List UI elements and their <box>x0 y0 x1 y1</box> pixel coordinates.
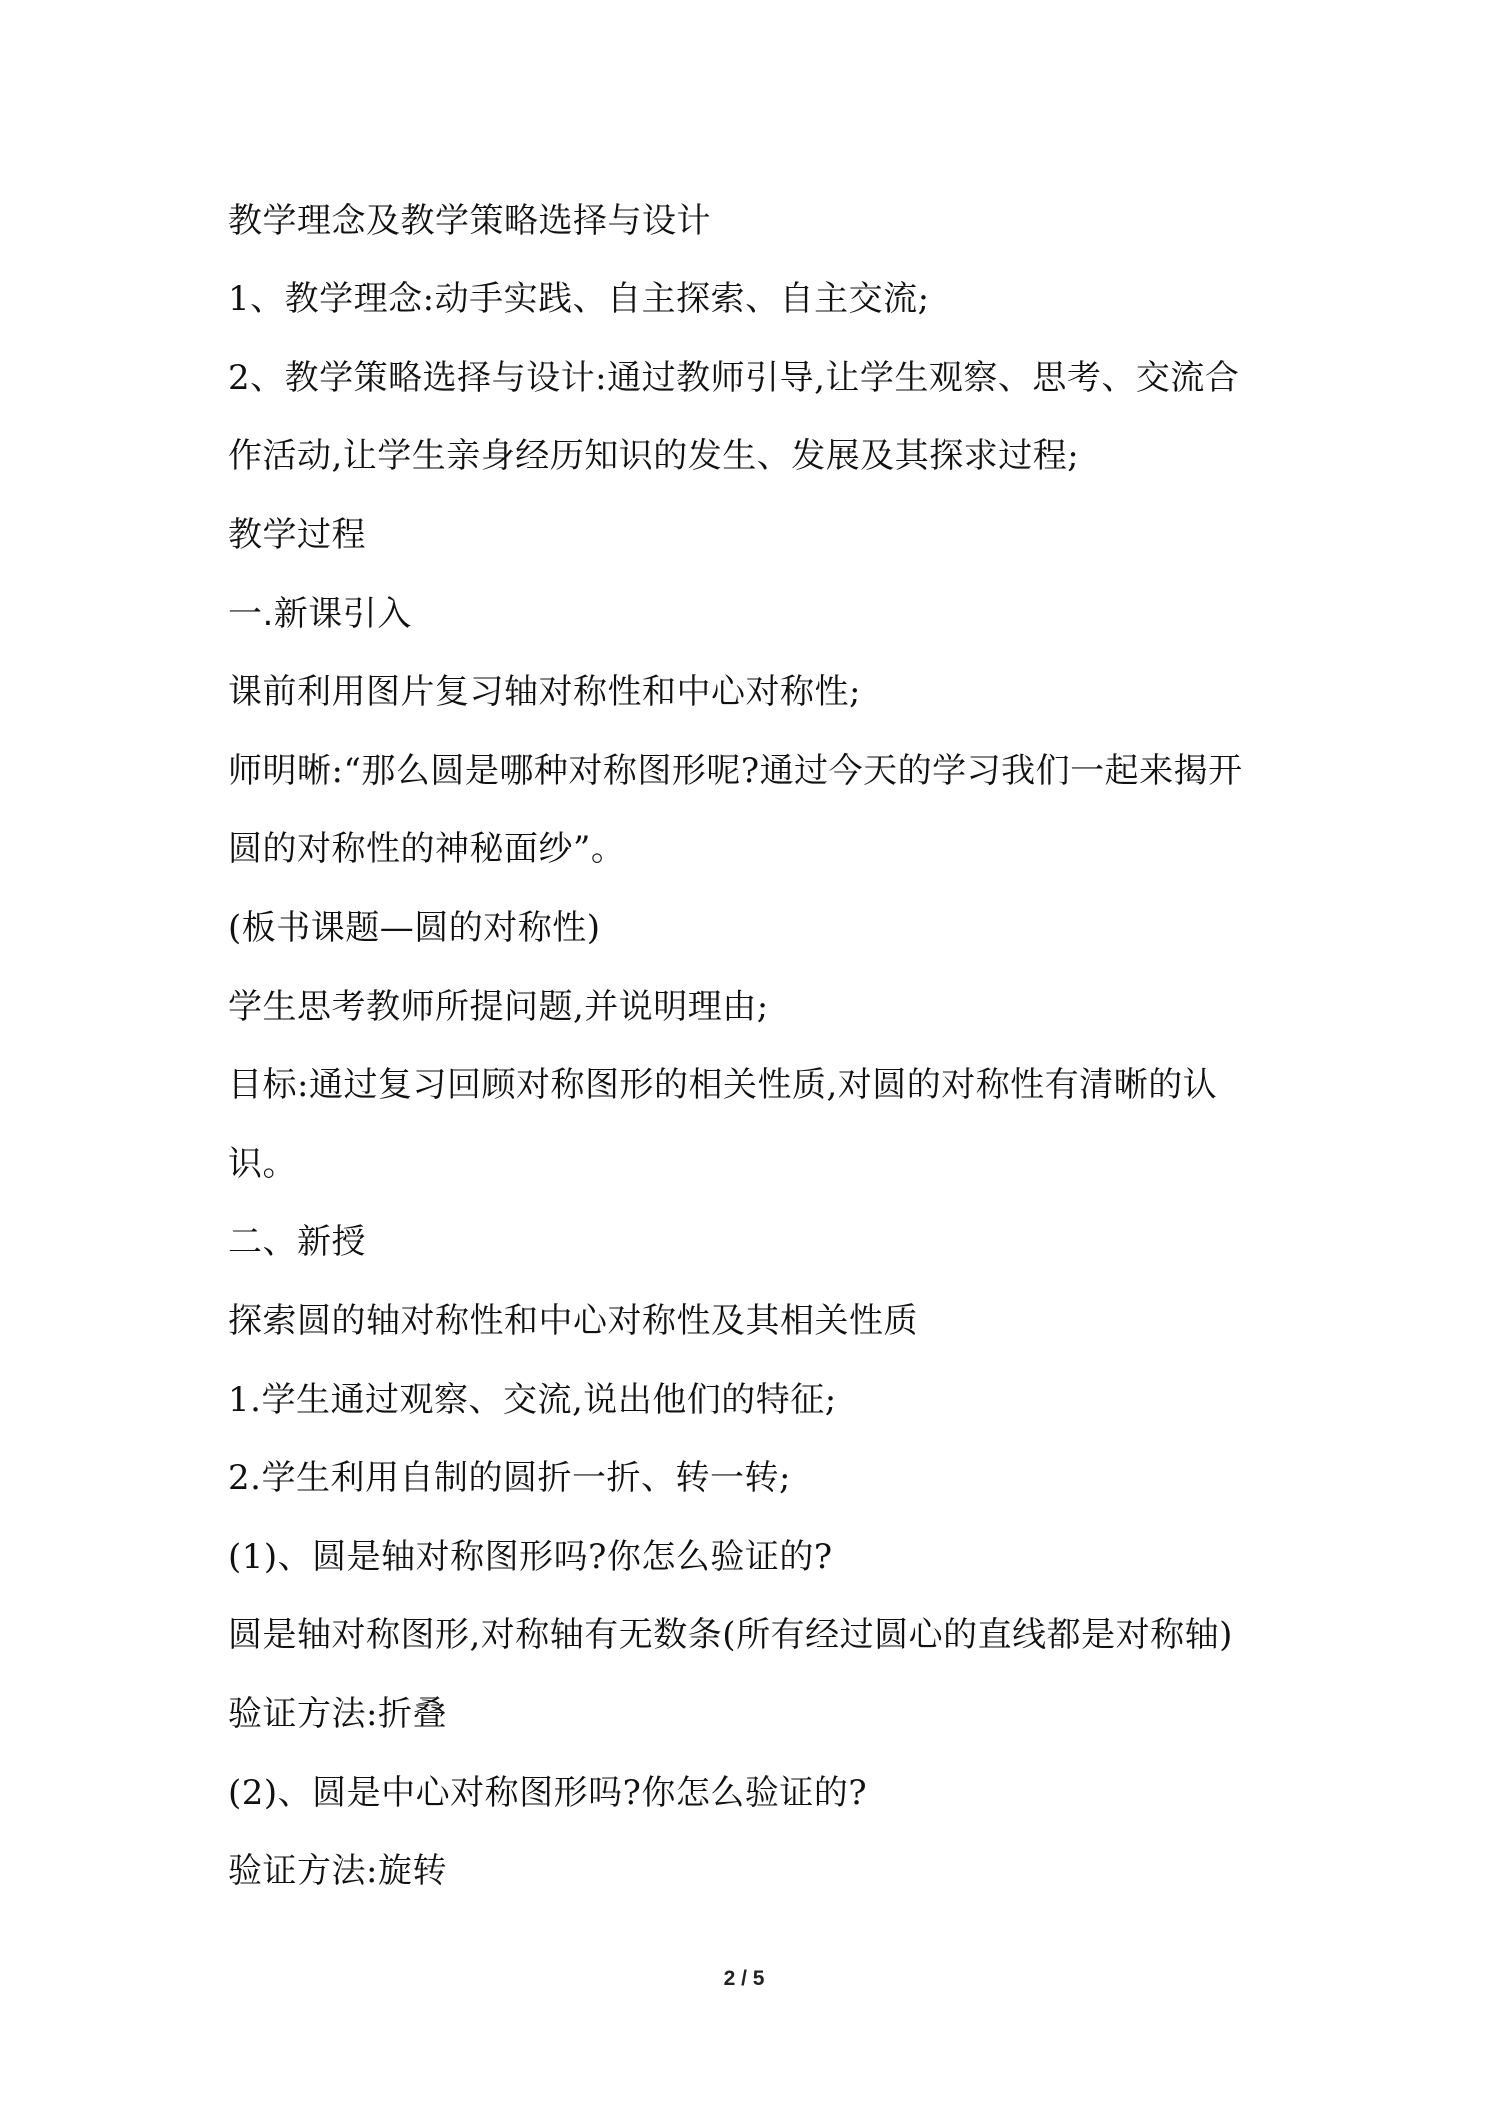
text-line: 圆的对称性的神秘面纱”。 <box>228 829 626 869</box>
text-line: (1)、圆是轴对称图形吗?你怎么验证的? <box>228 1537 833 1577</box>
text-line: 验证方法:旋转 <box>228 1851 447 1891</box>
text-line: 目标:通过复习回顾对称图形的相关性质,对圆的对称性有清晰的认 <box>228 1065 1218 1105</box>
text-line: 2、教学策略选择与设计:通过教师引导,让学生观察、思考、交流合 <box>228 358 1240 398</box>
text-line: 识。 <box>228 1144 297 1184</box>
text-line: 1.学生通过观察、交流,说出他们的特征; <box>228 1380 837 1420</box>
text-line: 2.学生利用自制的圆折一折、转一转; <box>228 1458 791 1498</box>
text-line: 1、教学理念:动手实践、自主探索、自主交流; <box>228 279 930 319</box>
page-number: 2 / 5 <box>723 1967 765 1990</box>
text-line: 探索圆的轴对称性和中心对称性及其相关性质 <box>228 1301 918 1341</box>
heading-new-teaching: 二、新授 <box>228 1222 366 1262</box>
heading-new-lesson-intro: 一.新课引入 <box>228 594 412 634</box>
heading-teaching-process: 教学过程 <box>228 515 366 555</box>
text-line: 圆是轴对称图形,对称轴有无数条(所有经过圆心的直线都是对称轴) <box>228 1615 1233 1655</box>
text-line: (板书课题—圆的对称性) <box>228 908 601 948</box>
text-line: 课前利用图片复习轴对称性和中心对称性; <box>228 672 861 712</box>
text-line: 验证方法:折叠 <box>228 1694 447 1734</box>
text-line: 师明晰:“那么圆是哪种对称图形呢?通过今天的学习我们一起来揭开 <box>228 751 1243 791</box>
text-line: 作活动,让学生亲身经历知识的发生、发展及其探求过程; <box>228 436 1080 476</box>
text-line: (2)、圆是中心对称图形吗?你怎么验证的? <box>228 1773 868 1813</box>
heading-teaching-philosophy: 教学理念及教学策略选择与设计 <box>228 201 711 241</box>
text-line: 学生思考教师所提问题,并说明理由; <box>228 987 769 1027</box>
